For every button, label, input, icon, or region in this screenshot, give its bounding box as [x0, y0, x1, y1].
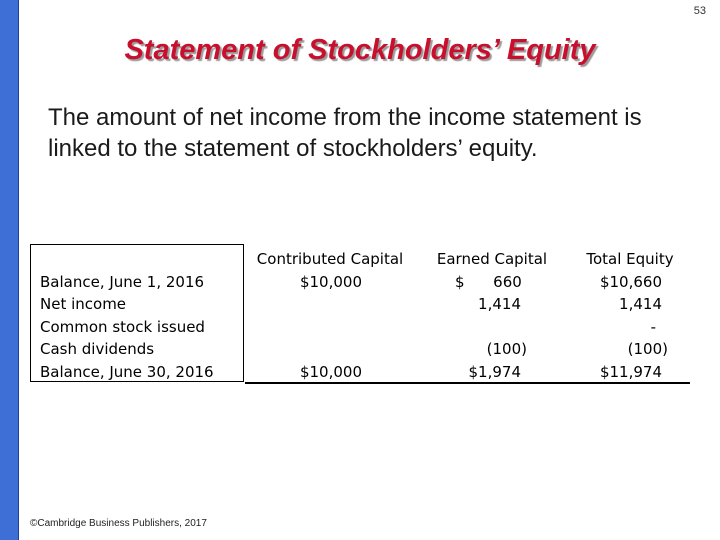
intro-paragraph: The amount of net income from the income statement is linked to the statement of stockholders’ equity. — [48, 104, 642, 162]
cell-total-net-income: 1,414 — [619, 295, 662, 313]
left-accent-bar — [0, 0, 19, 540]
row-label-balance-end: Balance, June 30, 2016 — [40, 363, 214, 381]
page-number: 53 — [693, 5, 706, 17]
cell-earned-end: $1,974 — [468, 363, 521, 381]
cell-total-start: $10,660 — [599, 273, 662, 291]
row-label-net-income: Net income — [40, 295, 127, 313]
header-total-equity: Total Equity — [586, 250, 674, 268]
cell-earned-dividends: (100) — [486, 340, 527, 358]
cell-contributed-start: $10,000 — [299, 273, 362, 291]
row-label-stock-issued: Common stock issued — [40, 318, 205, 336]
cell-total-dividends: (100) — [627, 340, 668, 358]
row-label-cash-dividends: Cash dividends — [40, 340, 155, 358]
table-bottom-rule — [245, 382, 690, 384]
cell-contributed-end: $10,000 — [299, 363, 362, 381]
row-label-balance-start: Balance, June 1, 2016 — [40, 273, 205, 291]
header-contributed-capital: Contributed Capital — [256, 250, 404, 268]
cell-earned-start: $ 660 — [455, 273, 522, 291]
cell-total-end: $11,974 — [599, 363, 662, 381]
copyright-footer: ©Cambridge Business Publishers, 2017 — [30, 518, 207, 529]
cell-total-stock-issued: - — [650, 318, 656, 336]
slide-title: Statement of Stockholders’ Equity — [124, 34, 596, 66]
header-earned-capital: Earned Capital — [436, 250, 548, 268]
cell-earned-net-income: 1,414 — [478, 295, 521, 313]
row-labels-box — [30, 244, 244, 382]
